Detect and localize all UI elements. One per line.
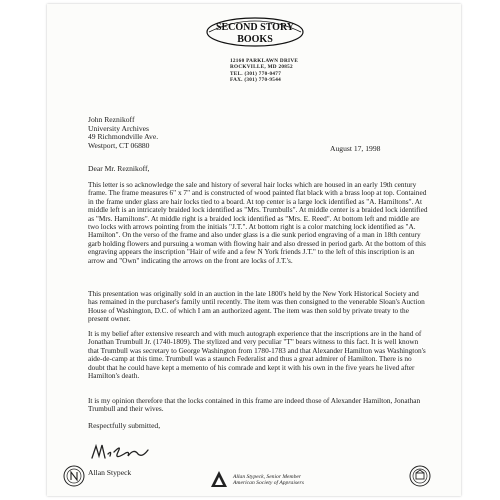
- address-street: 12160 PARKLAWN DRIVE: [230, 58, 299, 64]
- salutation: Dear Mr. Reznikoff,: [88, 164, 150, 173]
- recipient-org: University Archives: [88, 123, 149, 133]
- address-city: ROCKVILLE, MD 20852: [230, 64, 293, 71]
- recipient-street: 49 Richmondville Ave.: [88, 132, 159, 142]
- paragraph-1: This letter is so acknowledge the sale and history of several hair locks which are housed in an early 19th century frame. The frame measures 6" x 7" and is constructed of wood painted flat black with a brass loop at top. Contained in the frame under glass are hair locks tied to a board. At top center is a large lock identified as "A. Hamiltons". At middle left is an intricately braided lock identified as "Mrs. Trumbulls". At middle center is a braided lock identified as "Mrs. Hamiltons". At middle right is a braided lock identified as "Mrs. E. Reed". At bottom left and middle are two locks with arrows pointing from the initials "J.T.". At bottom right is a color matching lock identified as "A. Hamilton". On the verso of the frame and also under glass is a die sunk period engraving of a man in 18th century garb holding flowers and pursuing a woman with flowing hair and also dressed in period garb. At the bottom of this engraving appears the inscription "Hair of wife and a few N York friends J.T." to the left of this inscription is an arrow and "Own" indicating the arrows on the front are locks of J.T.'s.: [88, 180, 428, 265]
- member-line2: American Society of Appraisers: [233, 480, 304, 487]
- handwritten-signature: [88, 440, 158, 464]
- paragraph-3: It is my belief after extensive research and with much autograph experience that the inscriptions are in the hand of Jonathan Trumbull Jr. (1740-1809). The stylized and very peculiar "T" bears witness to this fact. It is well known that Trumbull was secretary to George Washington from 1780-1783 and that Alexander Hamilton was Washington's aide-de-camp at this time. Trumbull was a staunch Federalist and thus a great admirer of Hamilton. There is no doubt that he could have kept a memento of his comrade and kept it with his own in the five years he lived after Hamilton's death.: [88, 329, 426, 381]
- letter-date: August 17, 1998: [330, 144, 381, 153]
- asa-triangle-icon: [210, 470, 228, 488]
- second-story-books-logo: [205, 14, 305, 50]
- seal-icon: [409, 465, 431, 487]
- member-line1: Allan Stypeck, Senior Member: [233, 474, 302, 480]
- paragraph-4: It is my opinion therefore that the locks contained in this frame are indeed those of Alexander Hamilton, Jonathan Trumbull and their wives.: [88, 396, 421, 414]
- address-fax: FAX. (301) 770-9544: [230, 76, 281, 83]
- paragraph-2: This presentation was originally sold in an auction in the late 1800's held by the New York Historical Society and has remained in the purchaser's family until recently. The item was then consigned to the venerable Sloan's Auction House of Washington, D.C. of which I am an authorized agent. The item was then sold by private treaty to the present owner.: [88, 289, 425, 324]
- logo-line2: BOOKS: [237, 34, 273, 45]
- letterhead-address: [230, 58, 298, 83]
- address-tel: TEL. (301) 770-0477: [230, 70, 282, 77]
- recipient-name: John Reznikoff: [88, 115, 135, 124]
- member-credit: [233, 474, 304, 487]
- signer-name: Allan Stypeck: [88, 468, 132, 477]
- logo-line1: SECOND STORY: [215, 22, 295, 33]
- recipient-city: Westport, CT 06880: [88, 140, 150, 150]
- seal-icon: [63, 465, 85, 487]
- recipient-block: [88, 116, 158, 150]
- closing: Respectfully submitted,: [88, 421, 161, 430]
